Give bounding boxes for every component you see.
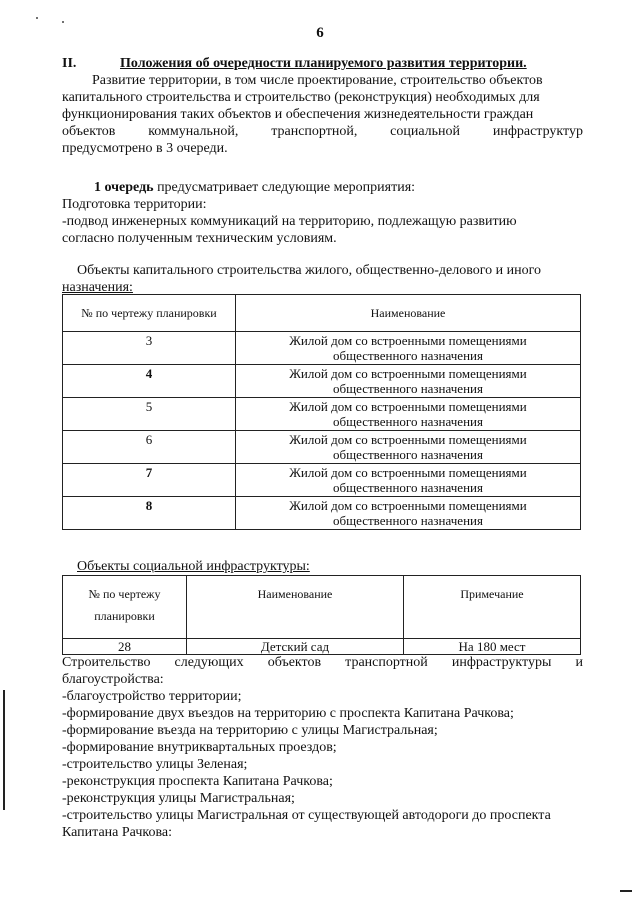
column-header: Примечание (404, 576, 581, 639)
name-line: общественного назначения (333, 381, 483, 396)
capital-objects-intro (62, 262, 583, 296)
phase1-line (62, 179, 583, 196)
transport-block (62, 654, 583, 841)
list-item: -формирование въезда на территорию с улицы Магистральная; (62, 723, 438, 738)
column-header: Наименование (187, 576, 404, 639)
word: коммунальной, (148, 124, 239, 139)
name-line: общественного назначения (333, 348, 483, 363)
text-line: назначения: (62, 280, 133, 295)
row-number: 28 (63, 639, 187, 655)
word: транспортной (345, 655, 428, 670)
prep-line: -подвод инженерных коммуникаций на территорию, подлежащую развитию (62, 214, 517, 229)
row-name (236, 398, 581, 431)
word: и (575, 655, 583, 670)
page-number: 6 (316, 25, 324, 41)
prep-line: согласно полученным техническим условиям. (62, 231, 337, 246)
scan-edge-line (3, 690, 5, 810)
table-header-row (63, 576, 581, 639)
word: социальной (390, 124, 461, 139)
word: следующих (174, 655, 244, 670)
name-line: Жилой дом со встроенными помещениями (289, 333, 527, 348)
scan-speck (36, 17, 38, 19)
table-header-row (63, 295, 581, 332)
row-number: 3 (63, 332, 236, 365)
row-number: 7 (63, 464, 236, 497)
social-objects-table (62, 575, 581, 655)
row-name (236, 332, 581, 365)
row-number: 4 (63, 365, 236, 398)
word: объектов (62, 124, 116, 139)
row-name: Детский сад (187, 639, 404, 655)
name-line: Жилой дом со встроенными помещениями (289, 399, 527, 414)
row-name (236, 464, 581, 497)
scan-edge-dash (620, 890, 632, 892)
word: Строительство (62, 655, 151, 670)
row-name (236, 497, 581, 530)
word: транспортной, (271, 124, 358, 139)
section-title: Положения об очередности планируемого развития территории. (120, 56, 527, 71)
row-name (236, 431, 581, 464)
name-line: Жилой дом со встроенными помещениями (289, 465, 527, 480)
row-note: На 180 мест (404, 639, 581, 655)
list-item: -формирование двух въездов на территорию с проспекта Капитана Рачкова; (62, 706, 514, 721)
text-line: капитального строительства и строительство (реконструкция) необходимых для (62, 90, 540, 105)
prep-title: Подготовка территории: (62, 197, 207, 212)
name-line: общественного назначения (333, 447, 483, 462)
table-row (63, 639, 581, 655)
header-line: № по чертежу (88, 587, 161, 601)
section-number: II. (62, 56, 77, 71)
header-line: планировки (94, 609, 155, 623)
scan-speck (62, 21, 64, 23)
capital-objects-table (62, 294, 581, 530)
name-line: Жилой дом со встроенными помещениями (289, 498, 527, 513)
word: инфраструктуры (451, 655, 552, 670)
column-header: № по чертежу планировки (63, 295, 236, 332)
title-text: Объекты социальной инфраструктуры: (77, 559, 310, 574)
phase1-block (62, 179, 583, 247)
text-line: Объекты капитального строительства жилого, общественно-делового и иного (77, 263, 541, 278)
text-line: предусмотрено в 3 очереди. (62, 141, 228, 156)
text-line: Развитие территории, в том числе проектирование, строительство объектов (92, 73, 543, 88)
list-item: -благоустройство территории; (62, 689, 242, 704)
table-row (63, 398, 581, 431)
list-item: -строительство улицы Магистральная от существующей автодороги до проспекта (62, 808, 551, 823)
list-item: -формирование внутриквартальных проездов; (62, 740, 337, 755)
word: инфраструктур (492, 124, 583, 139)
list-item: -реконструкция проспекта Капитана Рачкова; (62, 774, 333, 789)
name-line: общественного назначения (333, 513, 483, 528)
phase1-label: 1 очередь (94, 180, 154, 195)
name-line: Жилой дом со встроенными помещениями (289, 432, 527, 447)
column-header-number (63, 576, 187, 639)
row-number: 6 (63, 431, 236, 464)
row-number: 5 (63, 398, 236, 431)
table-row (63, 365, 581, 398)
intro-paragraph (62, 72, 583, 157)
table-row (63, 332, 581, 365)
list-item: -реконструкция улицы Магистральная; (62, 791, 295, 806)
text-line: функционирования таких объектов и обеспечения жизнедеятельности граждан (62, 107, 534, 122)
name-line: Жилой дом со встроенными помещениями (289, 366, 527, 381)
table-row (63, 497, 581, 530)
column-header: Наименование (236, 295, 581, 332)
table-row (63, 464, 581, 497)
text-line-justified (62, 654, 583, 671)
name-line: общественного назначения (333, 414, 483, 429)
name-line: общественного назначения (333, 480, 483, 495)
phase1-text: предусматривает следующие мероприятия: (157, 180, 416, 195)
text-line-justified (62, 123, 583, 140)
row-name (236, 365, 581, 398)
list-item: Капитана Рачкова: (62, 825, 172, 840)
text-line: благоустройства: (62, 672, 164, 687)
list-item: -строительство улицы Зеленая; (62, 757, 248, 772)
word: объектов (267, 655, 322, 670)
social-objects-title (77, 558, 598, 575)
row-number: 8 (63, 497, 236, 530)
table-row (63, 431, 581, 464)
